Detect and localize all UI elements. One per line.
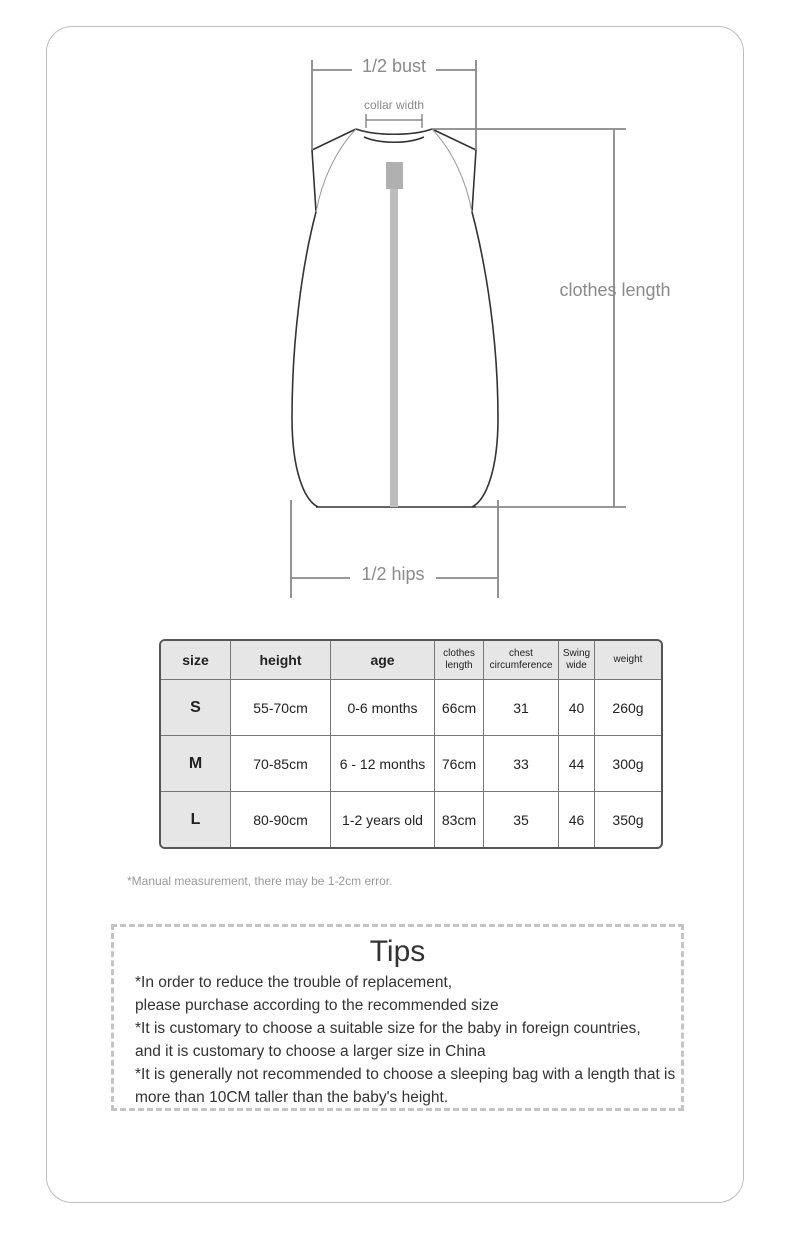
length-dimension <box>432 129 626 507</box>
cell-weight: 300g <box>595 736 661 792</box>
header-height: height <box>231 641 331 680</box>
table-row <box>161 792 661 847</box>
tips-line: *In order to reduce the trouble of replacement, <box>135 974 453 991</box>
zipper-pull <box>386 162 403 189</box>
table-row <box>161 736 661 792</box>
cell-age: 1-2 years old <box>331 792 435 847</box>
tips-text <box>135 971 680 1109</box>
cell-weight: 350g <box>612 811 644 828</box>
bust-label: 1/2 bust <box>361 56 427 76</box>
cell-swing-wide: 40 <box>559 680 595 736</box>
cell-height: 80-90cm <box>231 792 331 847</box>
header-age: age <box>331 641 435 680</box>
cell-clothes-length: 76cm <box>435 736 484 792</box>
table-row <box>161 680 661 736</box>
zipper <box>390 189 398 507</box>
tips-line: and it is customary to choose a larger size in China <box>135 1043 486 1060</box>
size-chart-table <box>159 639 663 849</box>
cell-size: M <box>161 736 231 792</box>
tips-line: please purchase according to the recommended size <box>135 997 499 1014</box>
cell-clothes-length: 83cm <box>435 792 484 847</box>
cell-weight: 260g <box>595 680 661 736</box>
measurement-note: *Manual measurement, there may be 1-2cm error. <box>127 874 393 888</box>
cell-size: L <box>161 792 231 847</box>
tips-line: *It is generally not recommended to choose a sleeping bag with a length that is <box>135 1066 676 1083</box>
tips-title: Tips <box>369 935 426 968</box>
cell-chest: 33 <box>484 736 559 792</box>
header-clothes-length: clothes length <box>435 641 484 680</box>
tips-line: more than 10CM taller than the baby's height. <box>135 1089 449 1106</box>
tips-box <box>111 924 684 1111</box>
hips-label: 1/2 hips <box>361 564 425 584</box>
cell-chest: 35 <box>484 792 559 847</box>
tips-line: *It is customary to choose a suitable size for the baby in foreign countries, <box>135 1020 641 1037</box>
cell-swing-wide: 44 <box>559 736 595 792</box>
header-size: size <box>161 641 231 680</box>
cell-size: S <box>161 680 231 736</box>
header-chest: chest circumference <box>484 641 559 680</box>
cell-chest: 31 <box>484 680 559 736</box>
cell-swing-wide: 46 <box>559 792 595 847</box>
header-weight: weight <box>595 641 661 680</box>
collar-dimension <box>366 114 422 128</box>
cell-age: 6 - 12 months <box>331 736 435 792</box>
table-header-row <box>161 641 661 680</box>
cell-clothes-length: 66cm <box>435 680 484 736</box>
header-swing-wide: Swing wide <box>559 641 595 680</box>
cell-height: 70-85cm <box>231 736 331 792</box>
length-label: clothes length <box>559 280 671 300</box>
collar-label: collar width <box>363 98 425 112</box>
cell-age: 0-6 months <box>331 680 435 736</box>
cell-height: 55-70cm <box>231 680 331 736</box>
